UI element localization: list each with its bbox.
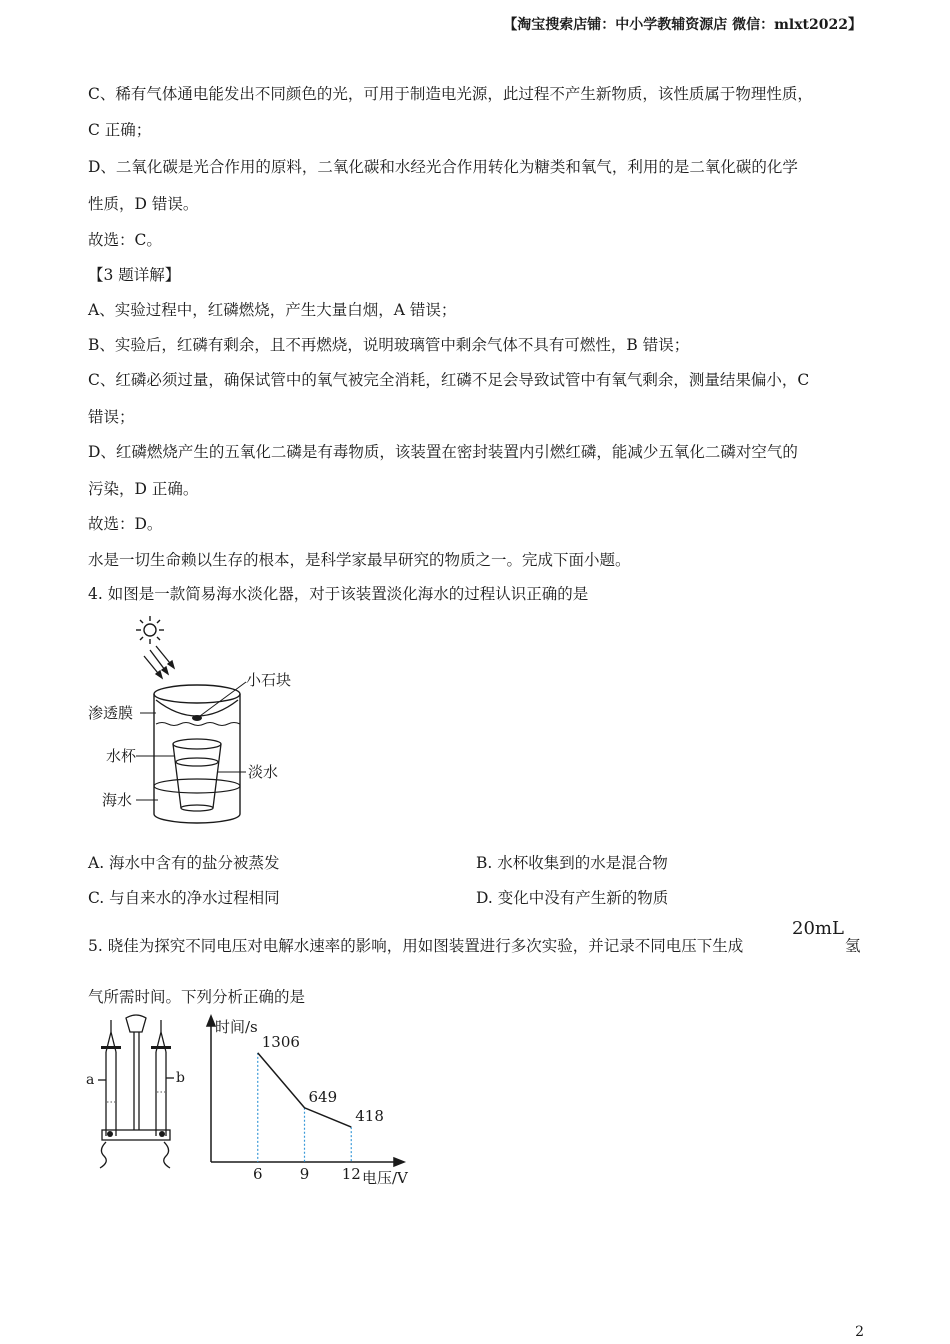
question-5-cont: 气所需时间。下列分析正确的是 — [88, 988, 306, 1006]
text-line: C、红磷必须过量，确保试管中的氧气被完全消耗，红磷不足会导致试管中有氧气剩余，测量结果偏小，C — [88, 371, 810, 389]
sea-water-surface — [154, 779, 240, 793]
option-a: A. 海水中含有的盐分被蒸发 — [88, 854, 280, 872]
label-sea-water: 海水 — [102, 791, 133, 809]
x-axis-arrow-icon — [394, 1158, 404, 1166]
label-a: a — [86, 1072, 95, 1088]
text-line: 污染，D 正确。 — [88, 480, 199, 498]
text-line: 性质，D 错误。 — [88, 195, 199, 213]
electrolysis-apparatus — [84, 1012, 196, 1172]
data-label: 1306 — [261, 1032, 300, 1051]
label-membrane: 渗透膜 — [88, 704, 134, 722]
cylinder-container — [154, 685, 240, 823]
question-5-end: 氢 — [845, 937, 861, 955]
option-d: D. 变化中没有产生新的物质 — [476, 889, 669, 907]
text-line: B、实验后，红磷有剩余，且不再燃烧，说明玻璃管中剩余气体不具有可燃性，B 错误； — [88, 336, 690, 354]
question-4: 4. 如图是一款简易海水淡化器，对于该装置淡化海水的过程认识正确的是 — [88, 585, 589, 603]
sun-icon — [136, 616, 164, 644]
label-fresh-water: 淡水 — [248, 763, 279, 781]
text-line: 错误； — [88, 408, 135, 426]
option-b: B. 水杯收集到的水是混合物 — [476, 854, 668, 872]
x-tick-label: 9 — [299, 1165, 310, 1183]
page-header: 【淘宝搜索店铺：中小学教辅资源店 微信：mlxt2022】 — [503, 17, 862, 33]
intro-line: 水是一切生命赖以生存的根本，是科学家最早研究的物质之一。完成下面小题。 — [88, 551, 631, 569]
voltage-time-chart — [196, 1012, 436, 1192]
x-tick-label: 6 — [252, 1165, 263, 1183]
data-label: 649 — [308, 1087, 338, 1106]
label-cup: 水杯 — [106, 747, 137, 765]
text-line: 故选：D。 — [88, 515, 163, 533]
text-line: 故选：C。 — [88, 231, 162, 249]
text-line: A、实验过程中，红磷燃烧，产生大量白烟，A 错误； — [88, 301, 457, 319]
text-line: C 正确； — [88, 121, 152, 139]
section-heading: 【3 题详解】 — [88, 266, 181, 284]
label-stone: 小石块 — [246, 671, 292, 689]
label-b: b — [176, 1070, 185, 1086]
y-axis-arrow-icon — [207, 1016, 215, 1026]
x-axis-label: 电压/V — [362, 1169, 408, 1187]
page-number: 2 — [855, 1324, 864, 1340]
condensation-line — [156, 723, 240, 726]
data-label: 418 — [355, 1107, 384, 1126]
y-axis-label: 时间/s — [215, 1018, 258, 1036]
desalinator-figure — [80, 612, 320, 834]
text-line: D、红磷燃烧产生的五氧化二磷是有毒物质，该装置在密封装置内引燃红磷，能减少五氧化二磷对空气的 — [88, 443, 798, 461]
x-tick-label: 12 — [341, 1165, 361, 1183]
sunlight-arrows-icon — [144, 646, 174, 678]
cup-shape — [173, 739, 221, 811]
text-line: D、二氧化碳是光合作用的原料，二氧化碳和水经光合作用转化为糖类和氧气，利用的是二氧化碳的化学 — [88, 158, 798, 176]
text-line: C、稀有气体通电能发出不同颜色的光，可用于制造电光源，此过程不产生新物质，该性质属于物理性质， — [88, 85, 813, 103]
option-c: C. 与自来水的净水过程相同 — [88, 889, 280, 907]
question-5: 5. 晓佳为探究不同电压对电解水速率的影响，用如图装置进行多次实验，并记录不同电压下生成 — [88, 937, 744, 955]
volume-value: 20mL — [792, 918, 844, 939]
